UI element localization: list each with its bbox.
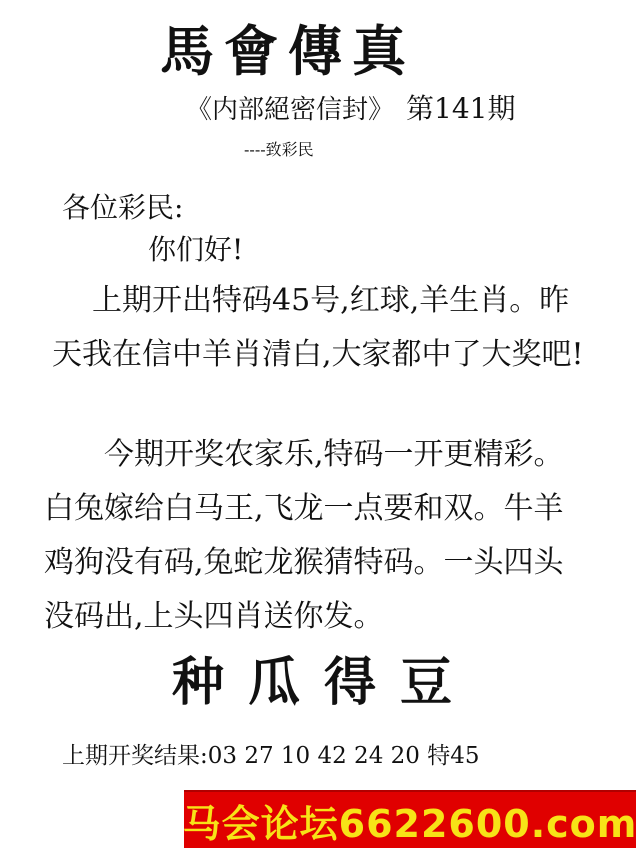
issue-number: 第141期 — [406, 92, 516, 125]
previous-draw-result: 上期开奖结果:03 27 10 42 24 20 特45 — [62, 743, 480, 769]
subtitle-line — [186, 92, 515, 127]
paragraph-previous-result: 上期开出特码45号,红球,羊生肖。昨天我在信中羊肖清白,大家都中了大奖吧! — [52, 283, 584, 372]
page-title: 馬會傳真 — [160, 19, 416, 83]
signature-line: ----致彩民 — [244, 140, 314, 159]
subtitle: 《内部絕密信封》 — [186, 95, 395, 125]
watermark-banner — [184, 790, 636, 848]
banner-text: 马会论坛6622600.com — [182, 801, 638, 846]
paragraph-prediction: 今期开奖农家乐,特码一开更精彩。白兔嫁给白马王,飞龙一点要和双。牛羊鸡狗没有码,兔蛇龙猴猜特码。一头四头没码出,上头四肖送你发。 — [44, 437, 564, 634]
greeting: 各位彩民: — [62, 191, 184, 224]
motto: 种瓜得豆 — [172, 652, 477, 713]
hello-line: 你们好! — [148, 233, 244, 266]
